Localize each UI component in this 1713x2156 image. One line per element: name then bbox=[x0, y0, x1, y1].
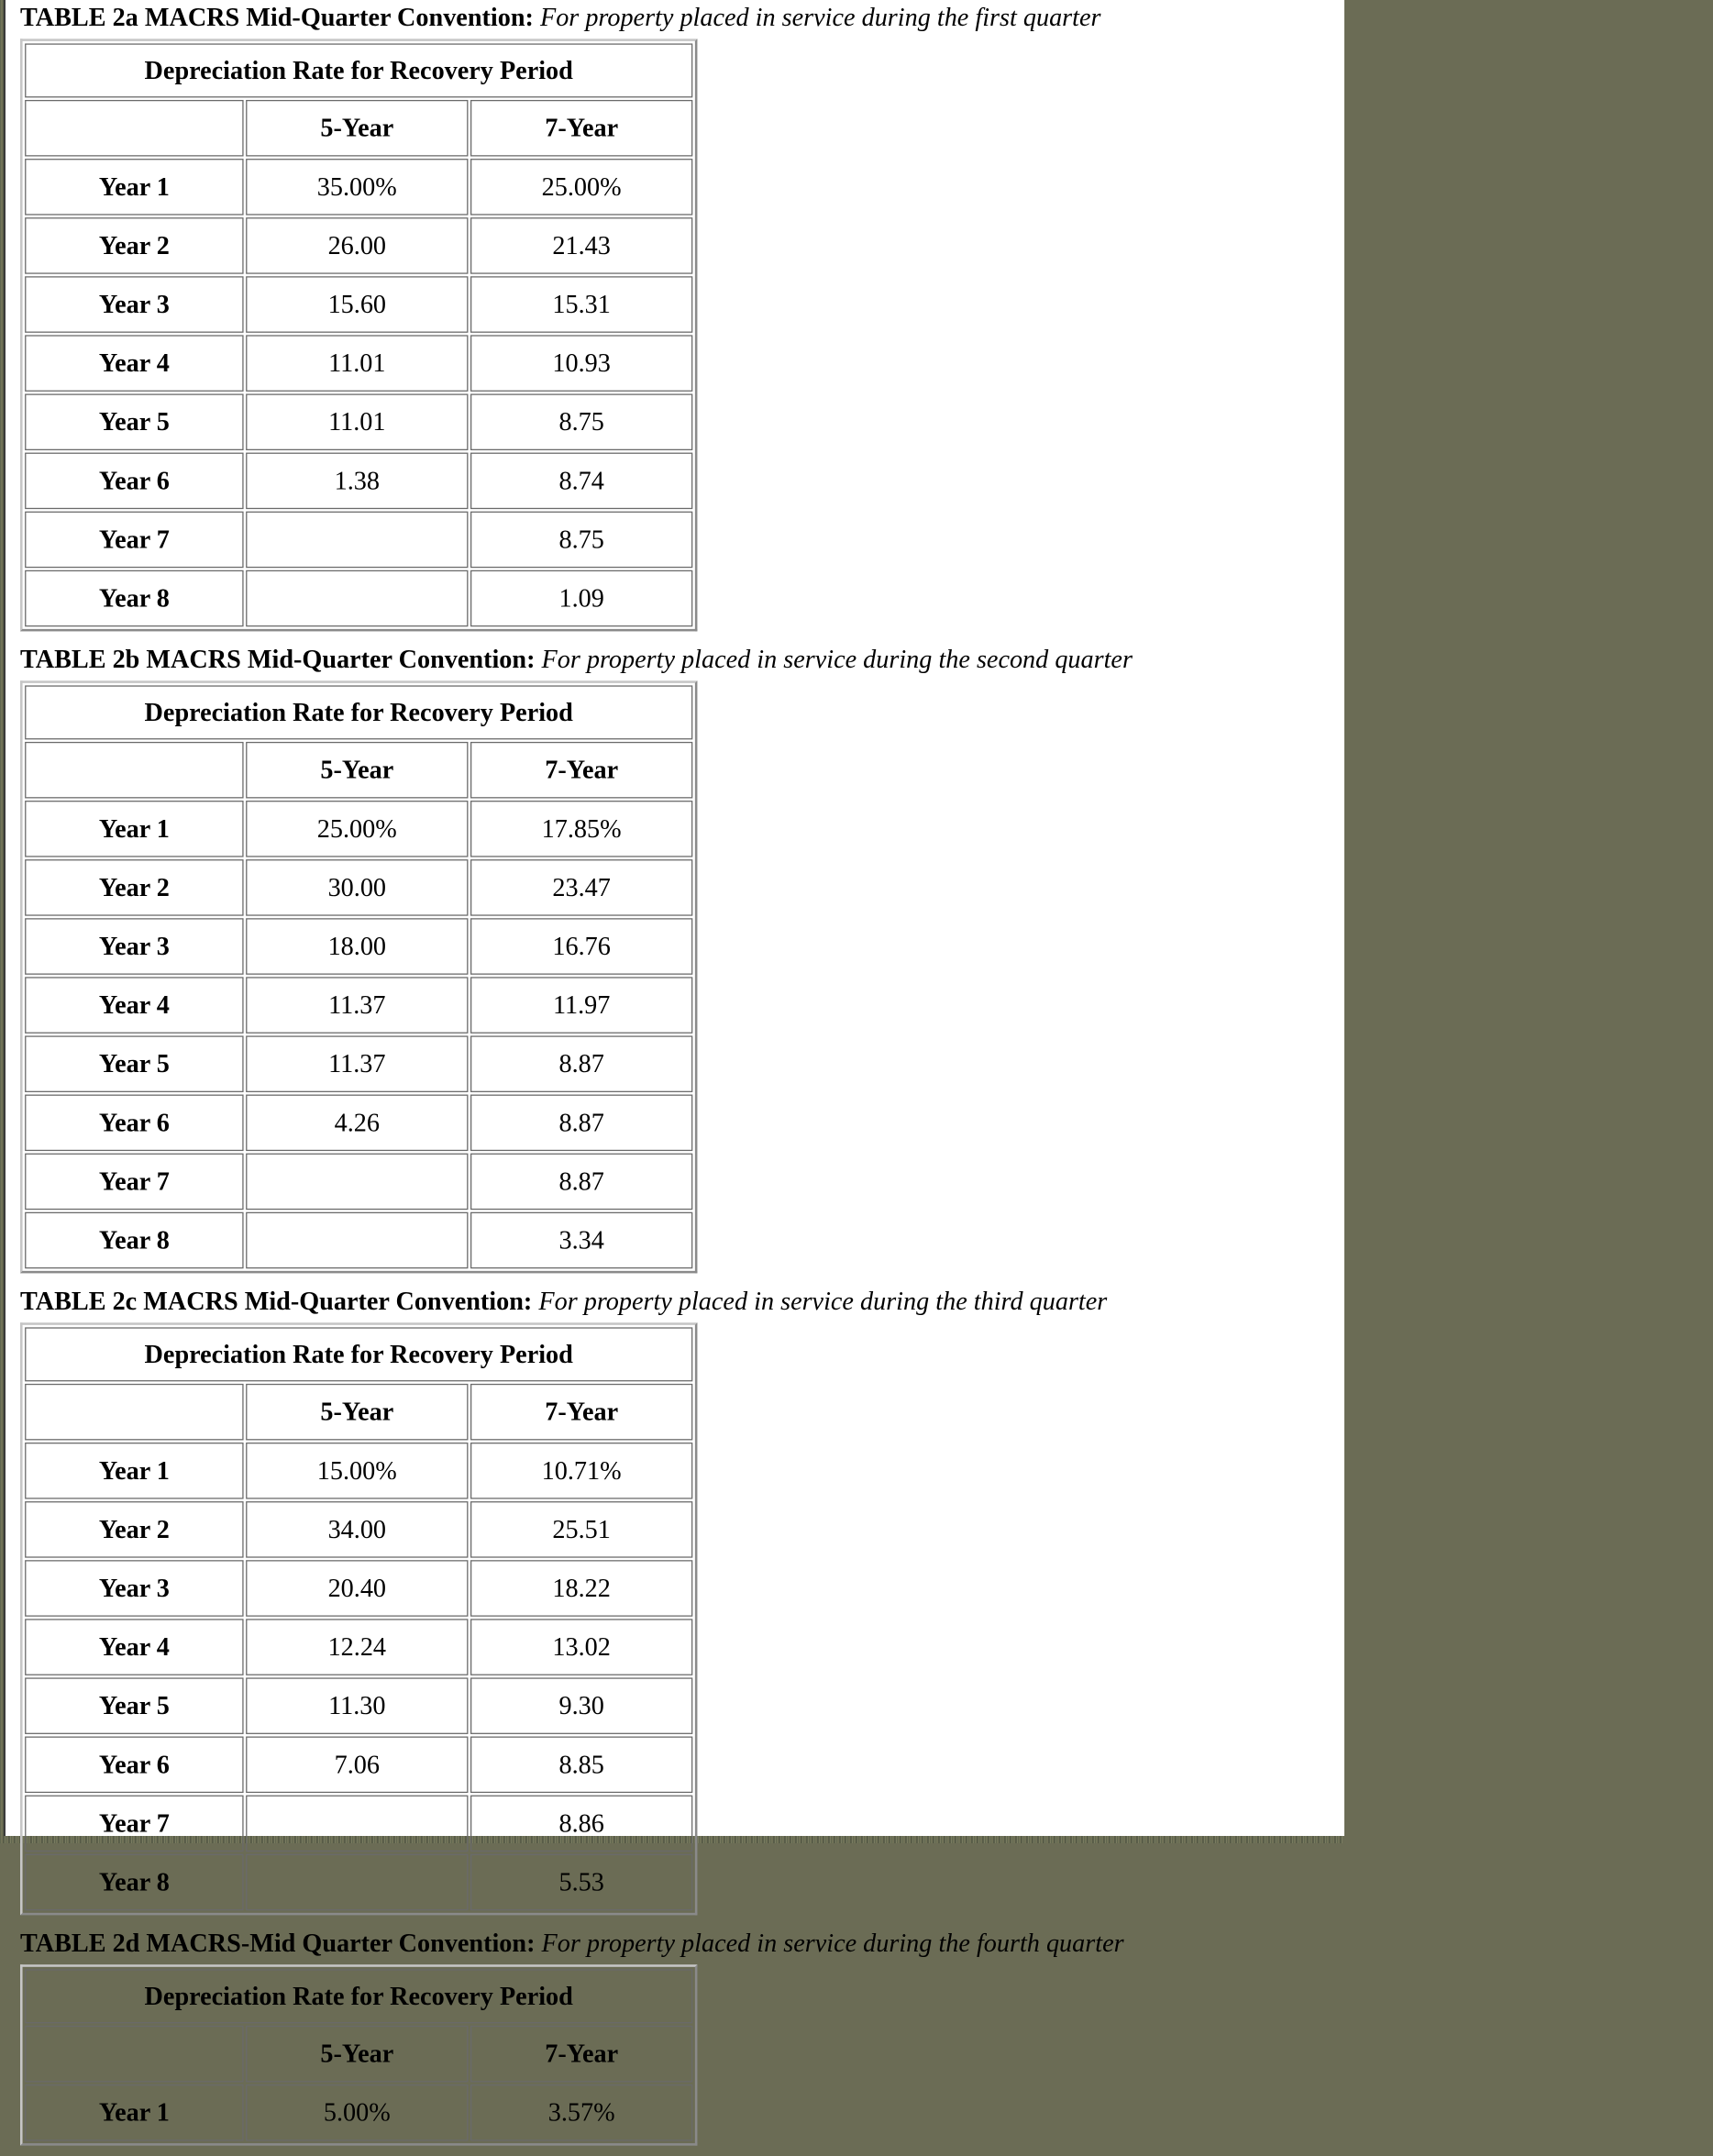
cell-7-year: 23.47 bbox=[470, 859, 692, 916]
table-label: TABLE 2c MACRS Mid-Quarter Convention: bbox=[20, 1286, 533, 1316]
table-row bbox=[25, 159, 692, 216]
cell-5-year: 20.40 bbox=[246, 1560, 468, 1617]
column-header-blank bbox=[25, 2026, 243, 2083]
depreciation-table bbox=[20, 1964, 697, 2145]
cell-5-year: 15.60 bbox=[246, 276, 468, 333]
row-year-label: Year 1 bbox=[25, 2084, 243, 2141]
table-header: Depreciation Rate for Recovery Period bbox=[25, 1327, 692, 1381]
cell-5-year: 11.37 bbox=[246, 1035, 468, 1092]
row-year-label: Year 5 bbox=[25, 393, 243, 450]
table-row bbox=[25, 276, 692, 333]
table-section-2c bbox=[20, 1284, 1713, 1915]
table-caption bbox=[20, 1284, 1713, 1322]
table-row bbox=[25, 918, 692, 975]
cell-7-year: 15.31 bbox=[470, 276, 692, 333]
depreciation-table bbox=[20, 39, 697, 631]
table-row bbox=[25, 512, 692, 569]
cell-7-year: 5.53 bbox=[470, 1854, 692, 1911]
row-year-label: Year 5 bbox=[25, 1677, 243, 1734]
cell-5-year bbox=[246, 1212, 468, 1269]
row-year-label: Year 6 bbox=[25, 453, 243, 510]
row-year-label: Year 5 bbox=[25, 1035, 243, 1092]
table-row bbox=[25, 1154, 692, 1211]
cell-5-year: 18.00 bbox=[246, 918, 468, 975]
row-year-label: Year 4 bbox=[25, 977, 243, 1034]
cell-7-year: 11.97 bbox=[470, 977, 692, 1034]
cell-5-year: 34.00 bbox=[246, 1501, 468, 1558]
cell-5-year: 26.00 bbox=[246, 217, 468, 274]
table-caption bbox=[20, 1926, 1713, 1964]
table-header: Depreciation Rate for Recovery Period bbox=[25, 43, 692, 97]
cell-5-year: 5.00% bbox=[246, 2084, 468, 2141]
table-row bbox=[25, 1035, 692, 1092]
cell-5-year: 11.37 bbox=[246, 977, 468, 1034]
row-year-label: Year 6 bbox=[25, 1095, 243, 1152]
row-year-label: Year 3 bbox=[25, 1560, 243, 1617]
row-year-label: Year 3 bbox=[25, 276, 243, 333]
cell-7-year: 9.30 bbox=[470, 1677, 692, 1734]
cell-7-year: 10.93 bbox=[470, 335, 692, 392]
table-row bbox=[25, 2084, 692, 2141]
cell-5-year: 25.00% bbox=[246, 801, 468, 857]
table-row bbox=[25, 393, 692, 450]
row-year-label: Year 7 bbox=[25, 1796, 243, 1852]
table-row bbox=[25, 1443, 692, 1499]
table-row bbox=[25, 1619, 692, 1675]
row-year-label: Year 7 bbox=[25, 512, 243, 569]
cell-7-year: 18.22 bbox=[470, 1560, 692, 1617]
depreciation-table bbox=[20, 680, 697, 1273]
cell-7-year: 8.86 bbox=[470, 1796, 692, 1852]
row-year-label: Year 3 bbox=[25, 918, 243, 975]
table-row bbox=[25, 335, 692, 392]
table-row bbox=[25, 1501, 692, 1558]
cell-5-year: 12.24 bbox=[246, 1619, 468, 1675]
cell-7-year: 3.34 bbox=[470, 1212, 692, 1269]
column-header-blank bbox=[25, 100, 243, 157]
depreciation-table bbox=[20, 1322, 697, 1915]
table-label: TABLE 2a MACRS Mid-Quarter Convention: bbox=[20, 2, 534, 32]
row-year-label: Year 8 bbox=[25, 570, 243, 627]
table-description: For property placed in service during the first quarter bbox=[539, 2, 1101, 32]
row-year-label: Year 8 bbox=[25, 1854, 243, 1911]
cell-7-year: 8.87 bbox=[470, 1035, 692, 1092]
cell-7-year: 25.51 bbox=[470, 1501, 692, 1558]
table-row bbox=[25, 977, 692, 1034]
table-row bbox=[25, 859, 692, 916]
cell-7-year: 8.75 bbox=[470, 393, 692, 450]
table-row bbox=[25, 1737, 692, 1794]
cell-5-year: 30.00 bbox=[246, 859, 468, 916]
cell-5-year: 35.00% bbox=[246, 159, 468, 216]
table-row bbox=[25, 570, 692, 627]
table-label: TABLE 2b MACRS Mid-Quarter Convention: bbox=[20, 644, 536, 674]
column-header-7-year: 7-Year bbox=[470, 742, 692, 799]
row-year-label: Year 4 bbox=[25, 335, 243, 392]
row-year-label: Year 2 bbox=[25, 1501, 243, 1558]
table-row bbox=[25, 1796, 692, 1852]
cell-5-year: 1.38 bbox=[246, 453, 468, 510]
cell-7-year: 21.43 bbox=[470, 217, 692, 274]
cell-5-year: 11.01 bbox=[246, 335, 468, 392]
column-header-7-year: 7-Year bbox=[470, 100, 692, 157]
cell-5-year bbox=[246, 1796, 468, 1852]
row-year-label: Year 8 bbox=[25, 1212, 243, 1269]
row-year-label: Year 1 bbox=[25, 801, 243, 857]
table-row bbox=[25, 217, 692, 274]
cell-5-year: 4.26 bbox=[246, 1095, 468, 1152]
cell-5-year: 11.01 bbox=[246, 393, 468, 450]
column-header-7-year: 7-Year bbox=[470, 1384, 692, 1441]
row-year-label: Year 7 bbox=[25, 1154, 243, 1211]
cell-7-year: 25.00% bbox=[470, 159, 692, 216]
cell-5-year: 15.00% bbox=[246, 1443, 468, 1499]
document-content bbox=[20, 0, 1713, 2156]
table-header: Depreciation Rate for Recovery Period bbox=[25, 1969, 692, 2023]
column-header-7-year: 7-Year bbox=[470, 2026, 692, 2083]
cell-7-year: 17.85% bbox=[470, 801, 692, 857]
cell-7-year: 8.87 bbox=[470, 1095, 692, 1152]
table-row bbox=[25, 1677, 692, 1734]
row-year-label: Year 1 bbox=[25, 159, 243, 216]
cell-7-year: 8.74 bbox=[470, 453, 692, 510]
table-row bbox=[25, 801, 692, 857]
cell-5-year bbox=[246, 570, 468, 627]
cell-7-year: 8.87 bbox=[470, 1154, 692, 1211]
table-row bbox=[25, 453, 692, 510]
document-page[interactable] bbox=[4, 0, 1344, 2128]
cell-5-year: 7.06 bbox=[246, 1737, 468, 1794]
table-header: Depreciation Rate for Recovery Period bbox=[25, 685, 692, 739]
row-year-label: Year 1 bbox=[25, 1443, 243, 1499]
row-year-label: Year 2 bbox=[25, 859, 243, 916]
cell-7-year: 8.85 bbox=[470, 1737, 692, 1794]
cell-7-year: 13.02 bbox=[470, 1619, 692, 1675]
column-header-blank bbox=[25, 1384, 243, 1441]
cell-7-year: 3.57% bbox=[470, 2084, 692, 2141]
cell-5-year bbox=[246, 512, 468, 569]
table-section-2d bbox=[20, 1926, 1713, 2146]
table-description: For property placed in service during the second quarter bbox=[541, 644, 1133, 674]
table-caption bbox=[20, 642, 1713, 680]
row-year-label: Year 2 bbox=[25, 217, 243, 274]
column-header-5-year: 5-Year bbox=[246, 2026, 468, 2083]
table-row bbox=[25, 1212, 692, 1269]
table-section-2b bbox=[20, 642, 1713, 1273]
cell-5-year bbox=[246, 1854, 468, 1911]
table-row bbox=[25, 1560, 692, 1617]
cell-5-year: 11.30 bbox=[246, 1677, 468, 1734]
cell-5-year bbox=[246, 1154, 468, 1211]
table-description: For property placed in service during the third quarter bbox=[538, 1286, 1108, 1316]
column-header-5-year: 5-Year bbox=[246, 742, 468, 799]
table-caption bbox=[20, 0, 1713, 39]
table-section-2a bbox=[20, 0, 1713, 631]
row-year-label: Year 4 bbox=[25, 1619, 243, 1675]
table-row bbox=[25, 1095, 692, 1152]
cell-7-year: 8.75 bbox=[470, 512, 692, 569]
cell-7-year: 10.71% bbox=[470, 1443, 692, 1499]
column-header-blank bbox=[25, 742, 243, 799]
cell-7-year: 16.76 bbox=[470, 918, 692, 975]
column-header-5-year: 5-Year bbox=[246, 100, 468, 157]
cell-7-year: 1.09 bbox=[470, 570, 692, 627]
column-header-5-year: 5-Year bbox=[246, 1384, 468, 1441]
table-description: For property placed in service during the fourth quarter bbox=[541, 1928, 1124, 1958]
table-label: TABLE 2d MACRS-Mid Quarter Convention: bbox=[20, 1928, 536, 1958]
row-year-label: Year 6 bbox=[25, 1737, 243, 1794]
table-row bbox=[25, 1854, 692, 1911]
